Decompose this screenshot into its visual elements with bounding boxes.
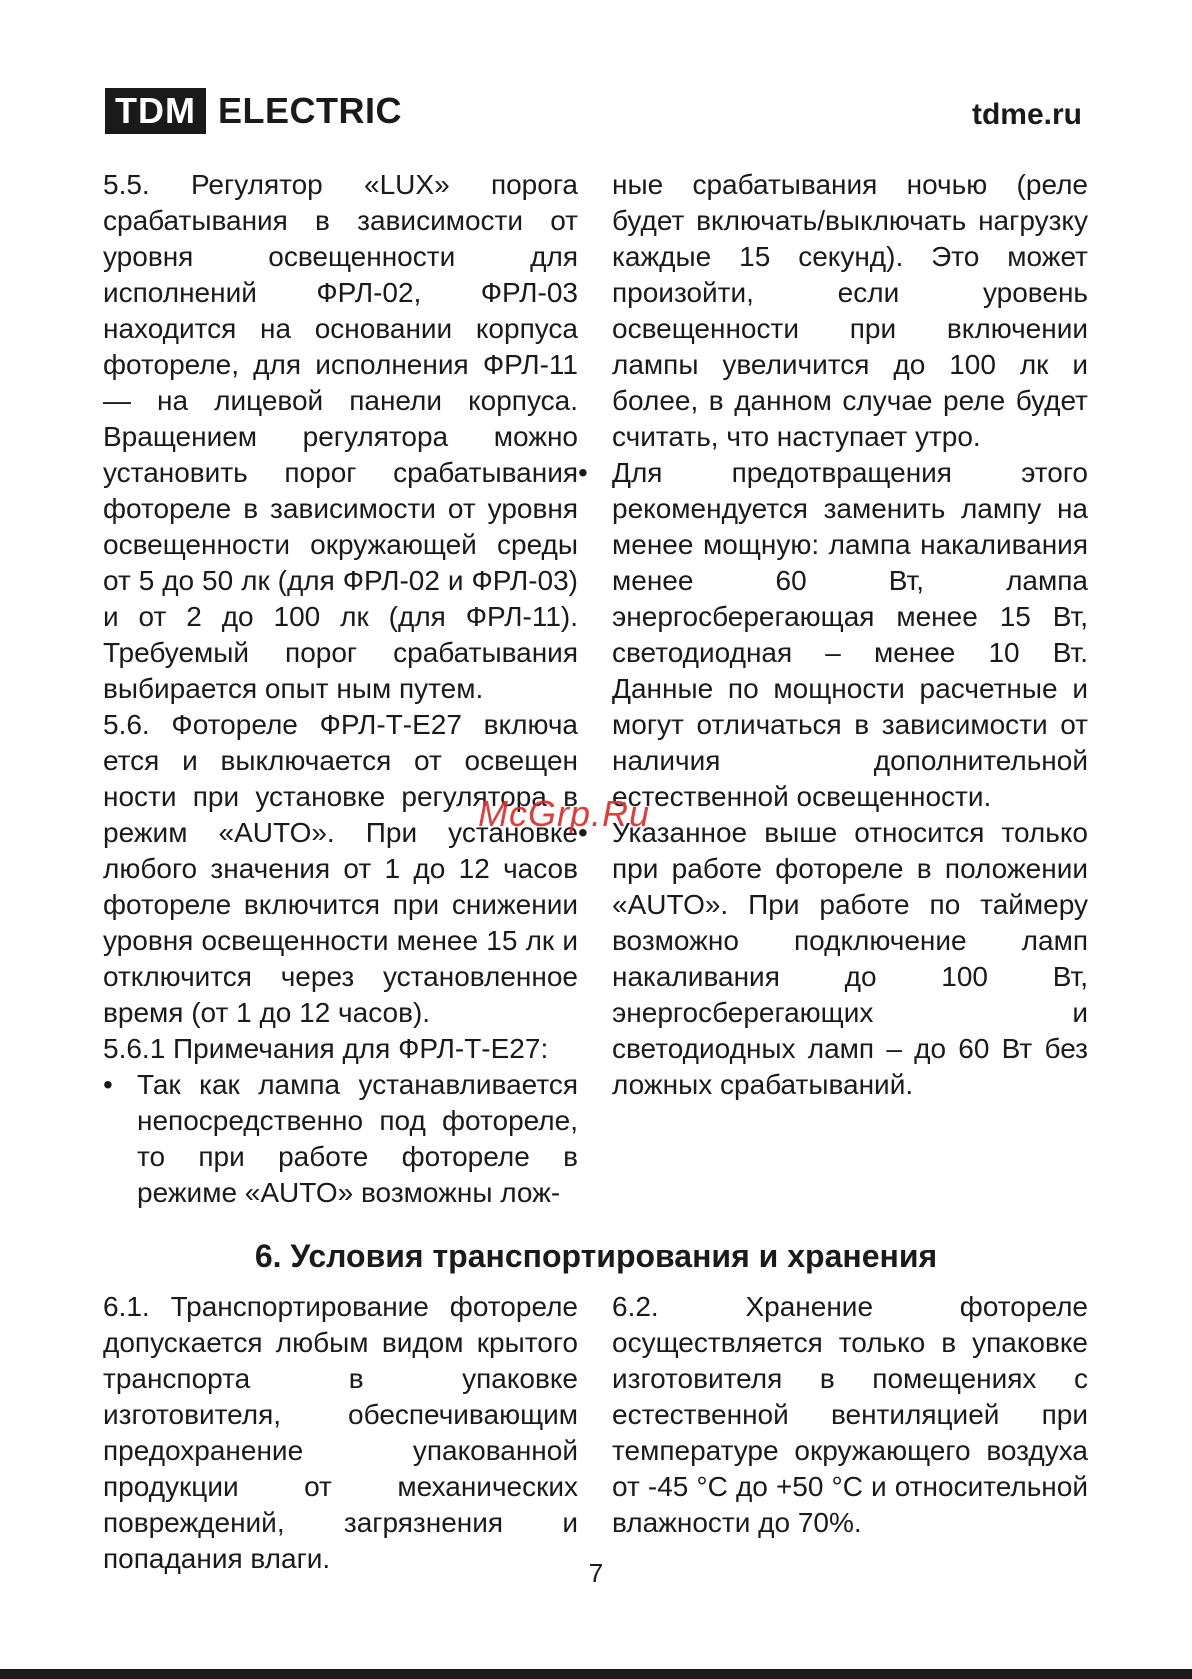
note-bullet-1-continued: ные срабатывания ночью (реле будет включать/выключать нагрузку каждые 15 секунд). Это может произойти, если уровень освещенности при включении лампы увеличится до 100 лк и более, в данном случае реле будет считать, что наступает утро. xyxy=(612,169,1088,452)
paragraph-5-5: 5.5. Регулятор «LUX» порога срабатывания в зависимости от уровня освещенности для исполнений ФРЛ-02, ФРЛ-03 находится на основании корпуса фотореле, для исполнения ФРЛ-11 — на лицевой панели корпуса. Вращением регулятора можно установить порог срабатывания фотореле в зависимости от уровня освещенности окружающей среды от 5 до 50 лк (для ФРЛ-02 и ФРЛ-03) и от 2 до 100 лк (для ФРЛ-11). Требуемый порог срабатывания выбирается опыт ным путем. xyxy=(103,169,578,704)
section-6-title: 6. Условия транспортирования и хранения xyxy=(254,1238,938,1274)
paragraph-5-6-1: 5.6.1 Примечания для ФРЛ-Т-Е27: xyxy=(103,1033,549,1064)
right-column xyxy=(612,167,1088,1103)
page-header xyxy=(105,88,1082,134)
notes-list-continued xyxy=(612,455,1088,1103)
note-bullet-3: • Указанное выше относится только при работе фотореле в положении «AUTO». При работе по таймеру возможно подключение ламп накаливания до 100 Вт, энергосберегающих и светодиодных ламп – до 60 Вт без ложных срабатываний. xyxy=(578,815,1088,1103)
logo-text: ELECTRIC xyxy=(217,90,402,131)
logo-box: TDM xyxy=(105,88,206,134)
paragraph-5-6: 5.6. Фотореле ФРЛ-Т-Е27 включа ется и выключается от освещен ности при установке регулятора в режим «AUTO». При установке любого значения от 1 до 12 часов фотореле включится при снижении уровня освещенности менее 15 лк и отключится через установленное время (от 1 до 12 часов). xyxy=(103,709,578,1028)
paragraph-6-1: 6.1. Транспортирование фотореле допускается любым видом крытого транспорта в упаковке изготовителя, обеспечивающим предохранение упакованной продукции от механических повреждений, загрязнения и попадания влаги. xyxy=(103,1291,578,1574)
site-url: tdme.ru xyxy=(971,98,1082,131)
bottom-rule xyxy=(0,1669,1192,1679)
notes-list xyxy=(103,1067,578,1211)
section-6-left-column xyxy=(103,1289,578,1577)
section-6-right-column xyxy=(612,1289,1088,1541)
page-number: 7 xyxy=(588,1558,604,1588)
left-column xyxy=(103,167,578,1211)
note-bullet-1: • Так как лампа устанавливается непосредственно под фотореле, то при работе фотореле в режиме «AUTO» возможны лож- xyxy=(103,1067,578,1211)
paragraph-6-2: 6.2. Хранение фотореле осуществляется только в упаковке изготовителя в помещениях с естественной вентиляцией при температуре окружающего воздуха от -45 °С до +50 °С и относительной влажности до 70%. xyxy=(612,1291,1088,1538)
note-bullet-2: • Для предотвращения этого рекомендуется заменить лампу на менее мощную: лампа накаливания менее 60 Вт, лампа энергосберегающая менее 15 Вт, светодиодная – менее 10 Вт. Данные по мощности расчетные и могут отличаться в зависимости от наличия дополнительной естественной освещенности. xyxy=(578,455,1088,815)
tdm-electric-logo xyxy=(105,88,402,134)
watermark: McGrp.Ru xyxy=(478,793,651,834)
